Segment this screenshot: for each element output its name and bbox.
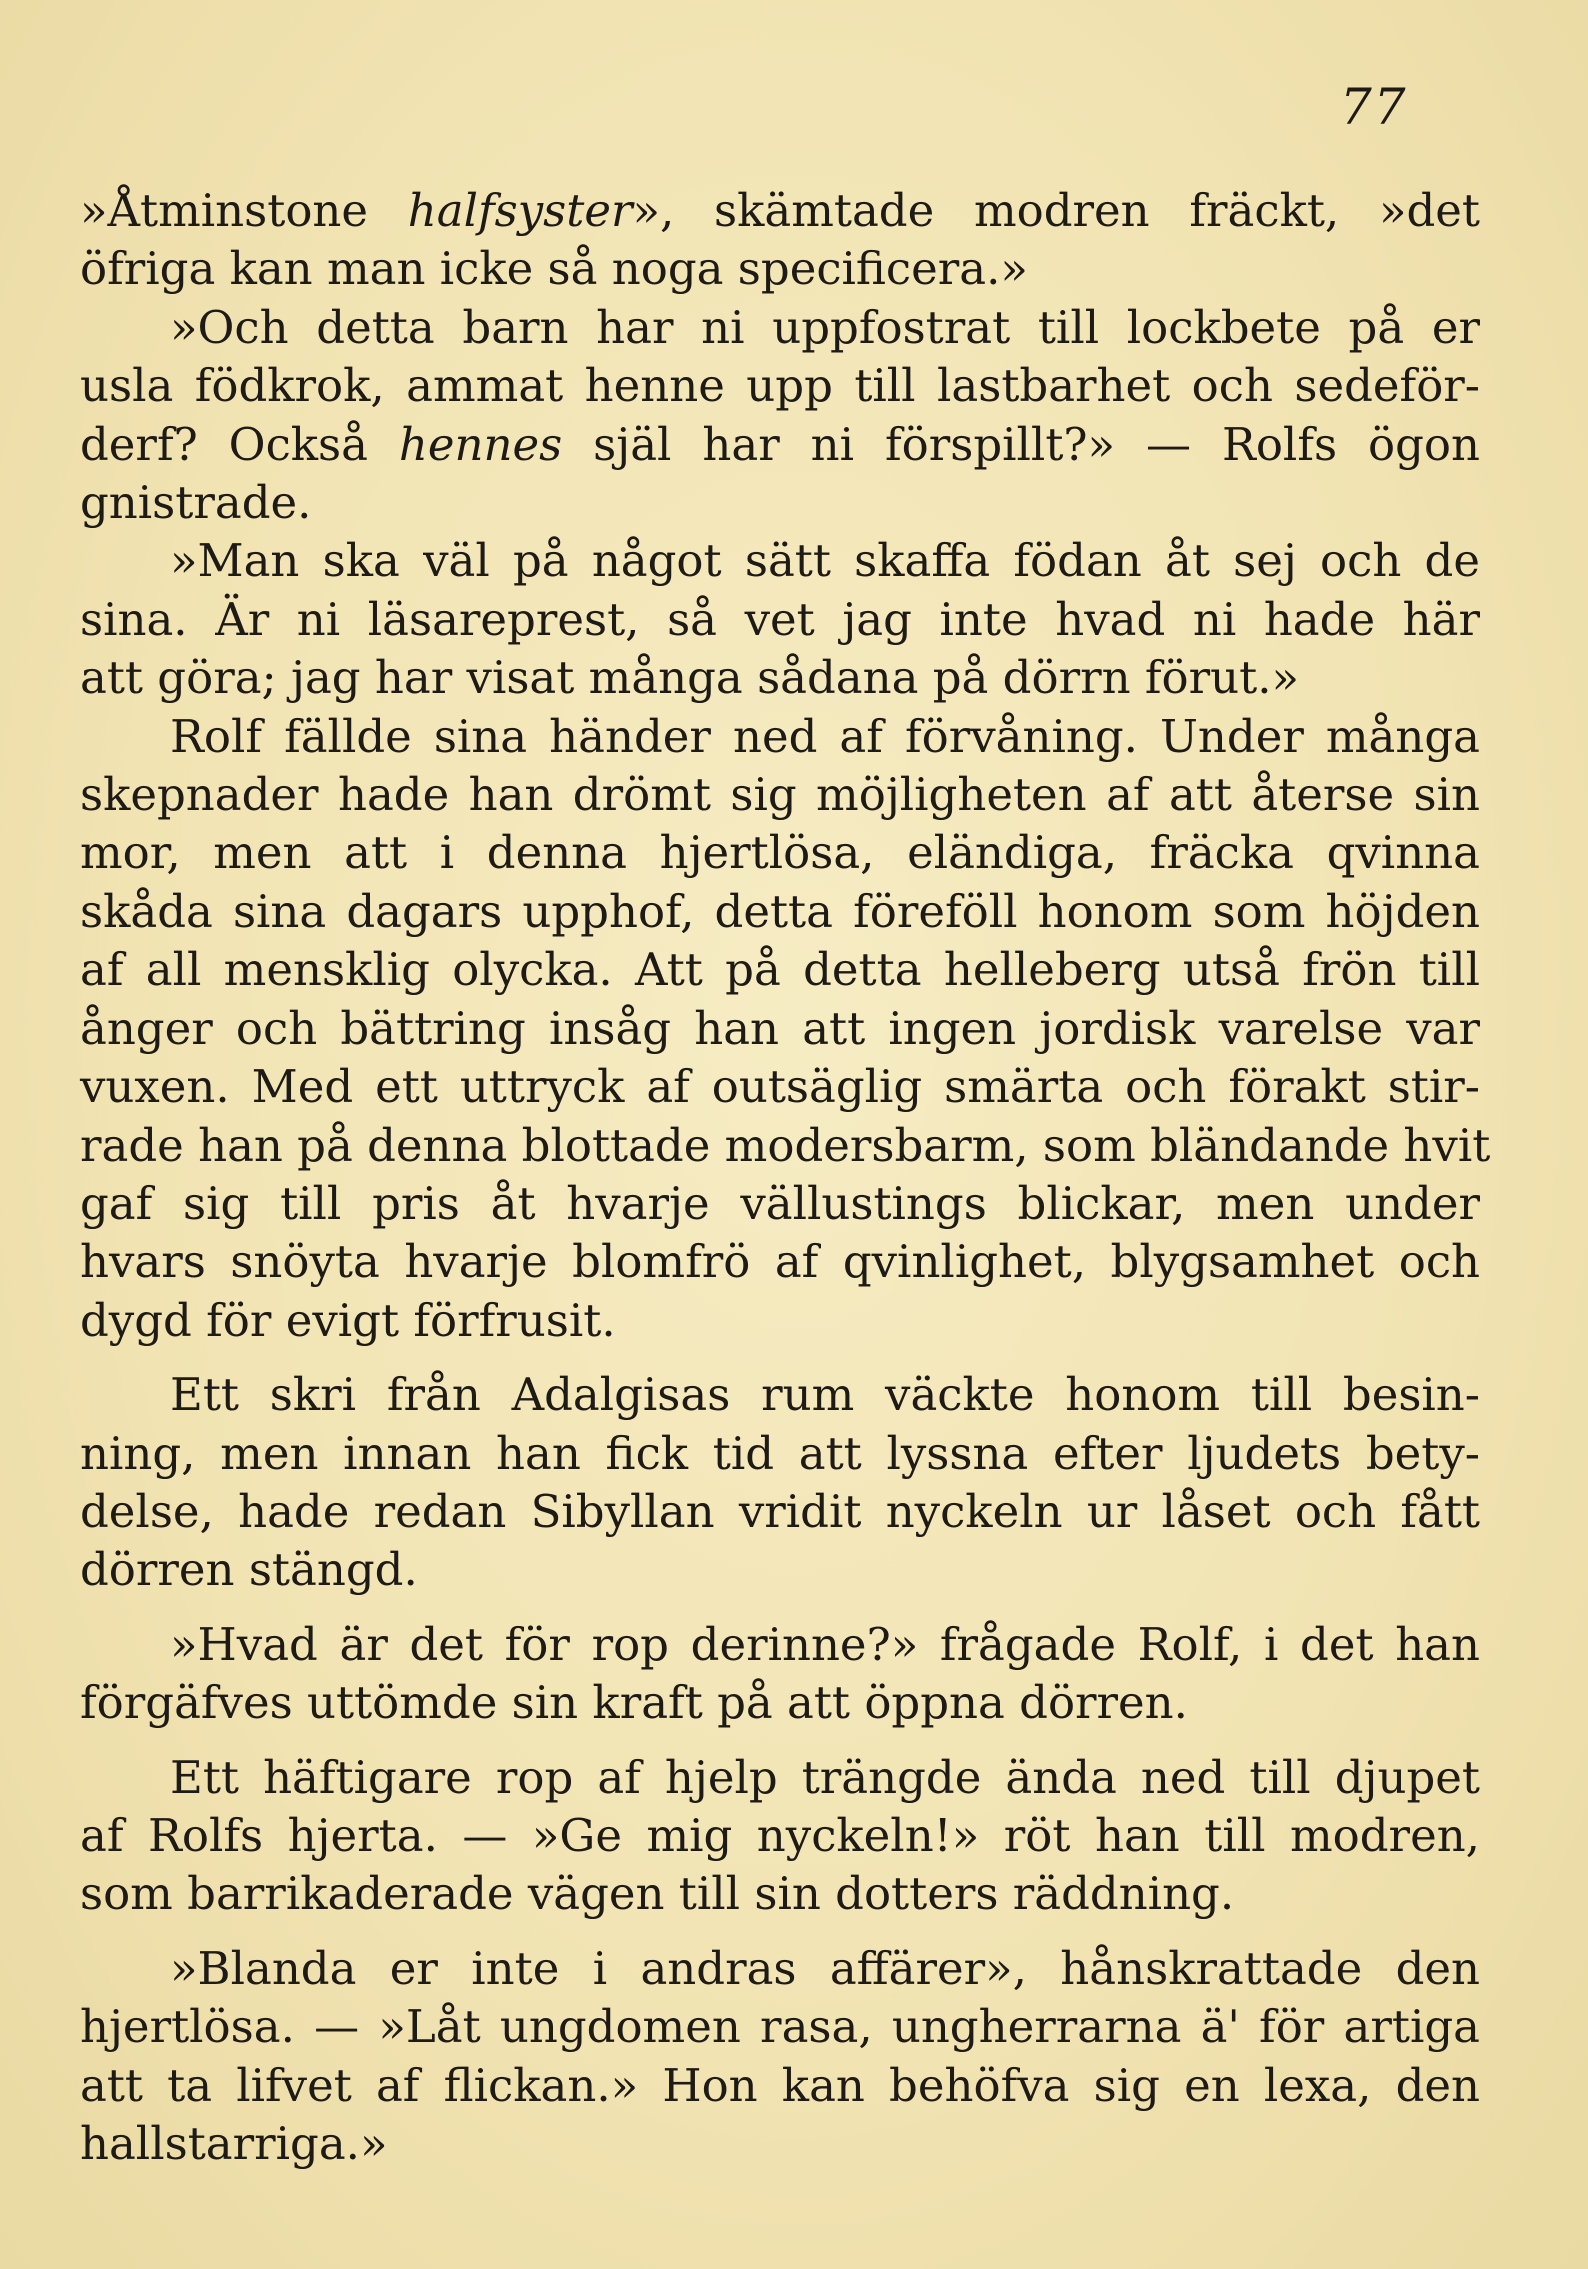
text-segment: af Rolfs hjerta. — »Ge mig nyckeln!» röt han till modren,: [80, 1808, 1480, 1862]
text-line: [80, 591, 1480, 649]
text-segment: », skämtade modren fräckt, »det: [632, 184, 1480, 237]
text-line: [80, 1616, 1480, 1674]
text-segment: vuxen. Med ett uttryck af outsäglig smärta och förakt stir-: [80, 1060, 1480, 1114]
text-segment: »Hvad är det för rop derinne?» frågade Rolf, i det han: [80, 1617, 1480, 1671]
text-line: [80, 2057, 1480, 2115]
text-segment: öfriga kan man icke så noga specificera.»: [80, 242, 1028, 296]
text-line: [80, 1749, 1480, 1807]
text-segment: dygd för evigt förfrusit.: [80, 1293, 616, 1347]
text-line: [80, 1425, 1480, 1483]
page-number: 77: [1340, 78, 1408, 136]
paragraph: [80, 1616, 1480, 1733]
text-line: [80, 824, 1480, 882]
text-segment: »Blanda er inte i andras affärer», hånskrattade den: [80, 1941, 1480, 1995]
text-line: [80, 532, 1480, 590]
text-line: [80, 299, 1480, 357]
paragraph-gap: [80, 1733, 1480, 1749]
text-segment: Rolf fällde sina händer ned af förvåning. Under många: [80, 709, 1480, 763]
text-line: [80, 1998, 1480, 2056]
text-line: [80, 1483, 1480, 1541]
text-line: [80, 1865, 1480, 1923]
text-segment: hallstarriga.»: [80, 2117, 388, 2170]
text-segment: Ett häftigare rop af hjelp trängde ända ned till djupet: [80, 1750, 1480, 1804]
text-segment: hvars snöyta hvarje blomfrö af qvinlighet, blygsamhet och: [80, 1235, 1480, 1289]
text-segment: själ har ni förspillt?» — Rolfs ögon: [562, 417, 1480, 471]
text-line: [80, 1292, 1480, 1350]
text-segment: förgäfves uttömde sin kraft på att öppna dörren.: [80, 1676, 1188, 1730]
text-segment: att göra; jag har visat många sådana på dörrn förut.»: [80, 651, 1300, 705]
text-line: [80, 883, 1480, 941]
text-segment: »Man ska väl på något sätt skaffa födan åt sej och de: [80, 534, 1480, 588]
text-line: [80, 240, 1480, 298]
text-segment: gaf sig till pris åt hvarje vällustings blickar, men under: [80, 1176, 1480, 1230]
text-segment: ånger och bättring insåg han att ingen jordisk varelse var: [80, 1001, 1480, 1055]
body-text: [80, 182, 1491, 2173]
text-line: [80, 1807, 1480, 1865]
text-line: [80, 1366, 1480, 1424]
paragraph-gap: [80, 1924, 1480, 1940]
paragraph: [80, 299, 1480, 533]
text-segment: af all mensklig olycka. Att på detta helleberg utså frön till: [80, 943, 1480, 997]
text-line: [80, 708, 1480, 766]
text-line: [80, 474, 1480, 532]
text-line: [80, 766, 1480, 824]
text-line: [80, 357, 1480, 415]
paragraph: [80, 182, 1480, 299]
paragraph-gap: [80, 1600, 1480, 1616]
text-line: [80, 1058, 1480, 1116]
text-line: [80, 649, 1480, 707]
text-line: [80, 2115, 1480, 2173]
text-segment: som barrikaderade vägen till sin dotters räddning.: [80, 1867, 1235, 1921]
text-segment: sina. Är ni läsareprest, så vet jag inte hvad ni hade här: [80, 592, 1480, 646]
paragraph-gap: [80, 1350, 1480, 1366]
text-line: [80, 416, 1480, 474]
text-segment: usla födkrok, ammat henne upp till lastbarhet och sedeför-: [80, 359, 1480, 413]
text-line: [80, 1541, 1480, 1599]
text-segment: dörren stängd.: [80, 1543, 418, 1597]
text-segment: ning, men innan han fick tid att lyssna efter ljudets bety-: [80, 1426, 1480, 1480]
text-line: [80, 1674, 1480, 1732]
text-segment: rade han på denna blottade modersbarm, som bländande hvit: [80, 1118, 1491, 1172]
paragraph: [80, 1366, 1480, 1600]
text-line: [80, 1233, 1480, 1291]
text-segment: mor, men att i denna hjertlösa, eländiga, fräcka qvinna: [80, 826, 1480, 880]
text-segment: delse, hade redan Sibyllan vridit nyckeln ur låset och fått: [80, 1484, 1480, 1538]
text-segment: att ta lifvet af flickan.» Hon kan behöfva sig en lexa, den: [80, 2058, 1480, 2112]
text-segment: hjertlösa. — »Låt ungdomen rasa, ungherrarna ä' för artiga: [80, 2000, 1480, 2054]
text-segment: skåda sina dagars upphof, detta föreföll honom som höjden: [80, 884, 1480, 938]
text-line: [80, 182, 1480, 240]
text-segment: »Åtminstone: [80, 184, 408, 237]
text-line: [80, 1000, 1480, 1058]
text-line: [80, 1175, 1480, 1233]
paragraph: [80, 1749, 1480, 1924]
text-segment: Ett skri från Adalgisas rum väckte honom till besin-: [80, 1368, 1480, 1422]
italic-text: hennes: [398, 417, 563, 471]
paragraph: [80, 708, 1491, 1350]
text-segment: skepnader hade han drömt sig möjligheten af att återse sin: [80, 768, 1480, 822]
text-segment: derf? Också: [80, 417, 399, 471]
text-segment: »Och detta barn har ni uppfostrat till lockbete på er: [80, 300, 1480, 354]
italic-text: halfsyster: [407, 184, 633, 237]
text-line: [80, 1940, 1480, 1998]
text-segment: gnistrade.: [80, 476, 312, 530]
text-line: [80, 1117, 1491, 1175]
paragraph: [80, 1940, 1480, 2174]
text-line: [80, 941, 1480, 999]
paragraph: [80, 532, 1480, 707]
